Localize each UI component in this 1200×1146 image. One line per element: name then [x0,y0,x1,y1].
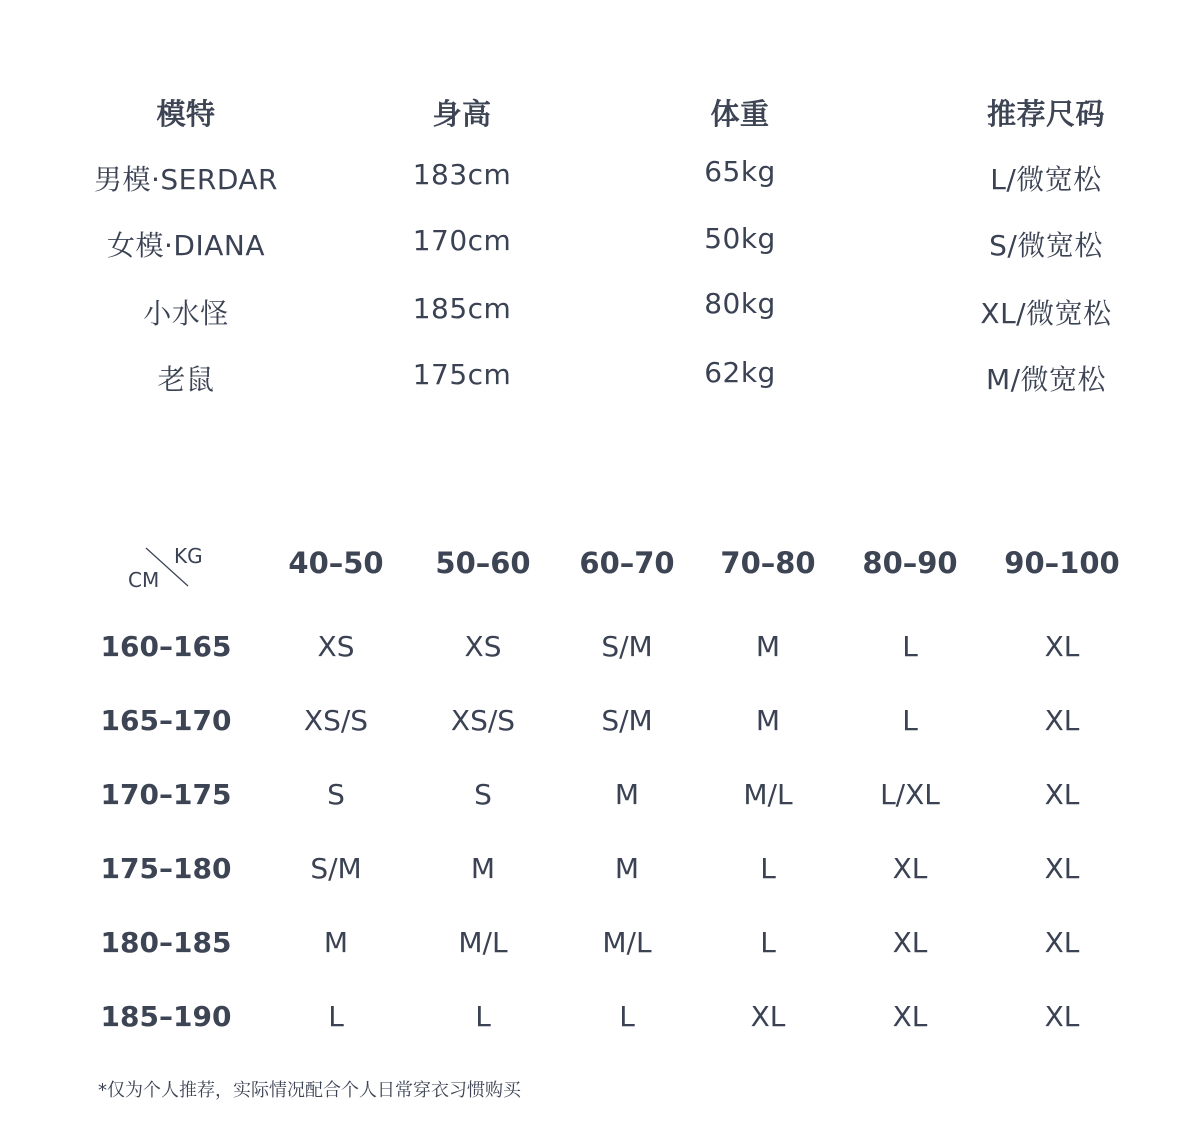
size-cell: L [760,926,776,959]
size-cell: S/M [601,704,653,737]
size-cell: S/M [310,852,362,885]
model-name: 小水怪 [143,297,229,330]
corner-cell [124,544,214,592]
model-weight: 65kg [704,155,776,188]
model-size: S/微宽松 [989,229,1103,262]
corner-kg-label: KG [174,544,203,568]
model-row [48,224,1168,290]
model-weight: 62kg [704,356,776,389]
header-weight: 体重 [710,97,770,131]
size-cell: XL [892,852,928,885]
size-cell: L [902,630,918,663]
size-cell: M/L [602,926,652,959]
header-model: 模特 [156,97,216,131]
size-cell: L [475,1000,491,1033]
size-cell: XL [1044,1000,1080,1033]
header-height: 身高 [432,97,492,131]
size-cell: L/XL [880,778,940,811]
size-row [0,852,1200,926]
corner-cm-label: CM [128,568,160,592]
model-row [48,155,1168,224]
size-cell: M [755,704,781,737]
size-cell: XL [892,926,928,959]
model-height: 185cm [412,292,512,325]
size-cell: S [474,778,492,811]
weight-header: 40–50 [288,546,384,580]
size-cell: M [755,630,781,663]
size-cell: M [614,778,640,811]
weight-header: 80–90 [862,546,958,580]
size-cell: M [614,852,640,885]
weight-header: 60–70 [579,546,675,580]
size-cell: XL [1044,704,1080,737]
weight-header: 70–80 [720,546,816,580]
model-height: 175cm [412,358,512,391]
size-cell: M [470,852,496,885]
size-row [0,704,1200,778]
model-weight: 80kg [704,287,776,320]
model-weight: 50kg [704,222,776,255]
size-cell: XL [1044,630,1080,663]
size-chart-header [0,540,1200,630]
model-height: 183cm [412,158,512,191]
header-recommended-size: 推荐尺码 [986,97,1106,131]
size-cell: M/L [458,926,508,959]
height-range-label: 160–165 [100,630,232,663]
size-cell: XL [1044,926,1080,959]
size-cell: XL [1044,778,1080,811]
size-cell: XL [892,1000,928,1033]
model-size: M/微宽松 [985,363,1107,396]
footnote: *仅为个人推荐，实际情况配合个人日常穿衣习惯购买 [98,1080,521,1101]
model-size-table [48,92,1168,424]
size-cell: M [323,926,349,959]
height-range-label: 175–180 [100,852,232,885]
model-name: 男模·SERDAR [94,163,278,196]
model-table-header [48,92,1168,158]
height-range-label: 170–175 [100,778,232,811]
model-name: 老鼠 [157,363,215,396]
size-cell: L [902,704,918,737]
size-row [0,926,1200,1000]
height-range-label: 165–170 [100,704,232,737]
model-row [48,287,1168,358]
size-row [0,778,1200,852]
size-cell: XS [464,630,502,663]
model-name: 女模·DIANA [107,229,265,262]
size-cell: L [760,852,776,885]
size-cell: L [619,1000,635,1033]
size-cell: XL [750,1000,786,1033]
model-size: XL/微宽松 [980,297,1112,330]
size-cell: XS/S [303,704,369,737]
height-range-label: 180–185 [100,926,232,959]
size-row [0,630,1200,704]
size-cell: XS/S [450,704,516,737]
weight-header: 90–100 [1004,546,1120,580]
model-row [48,358,1168,424]
size-cell: L [328,1000,344,1033]
size-cell: S [327,778,345,811]
weight-header: 50–60 [435,546,531,580]
size-cell: XS [317,630,355,663]
height-range-label: 185–190 [100,1000,232,1033]
model-height: 170cm [412,224,512,257]
model-size: L/微宽松 [990,163,1102,196]
size-cell: S/M [601,630,653,663]
size-chart-table [0,540,1200,1074]
size-row [0,1000,1200,1074]
size-cell: M/L [743,778,793,811]
size-cell: XL [1044,852,1080,885]
